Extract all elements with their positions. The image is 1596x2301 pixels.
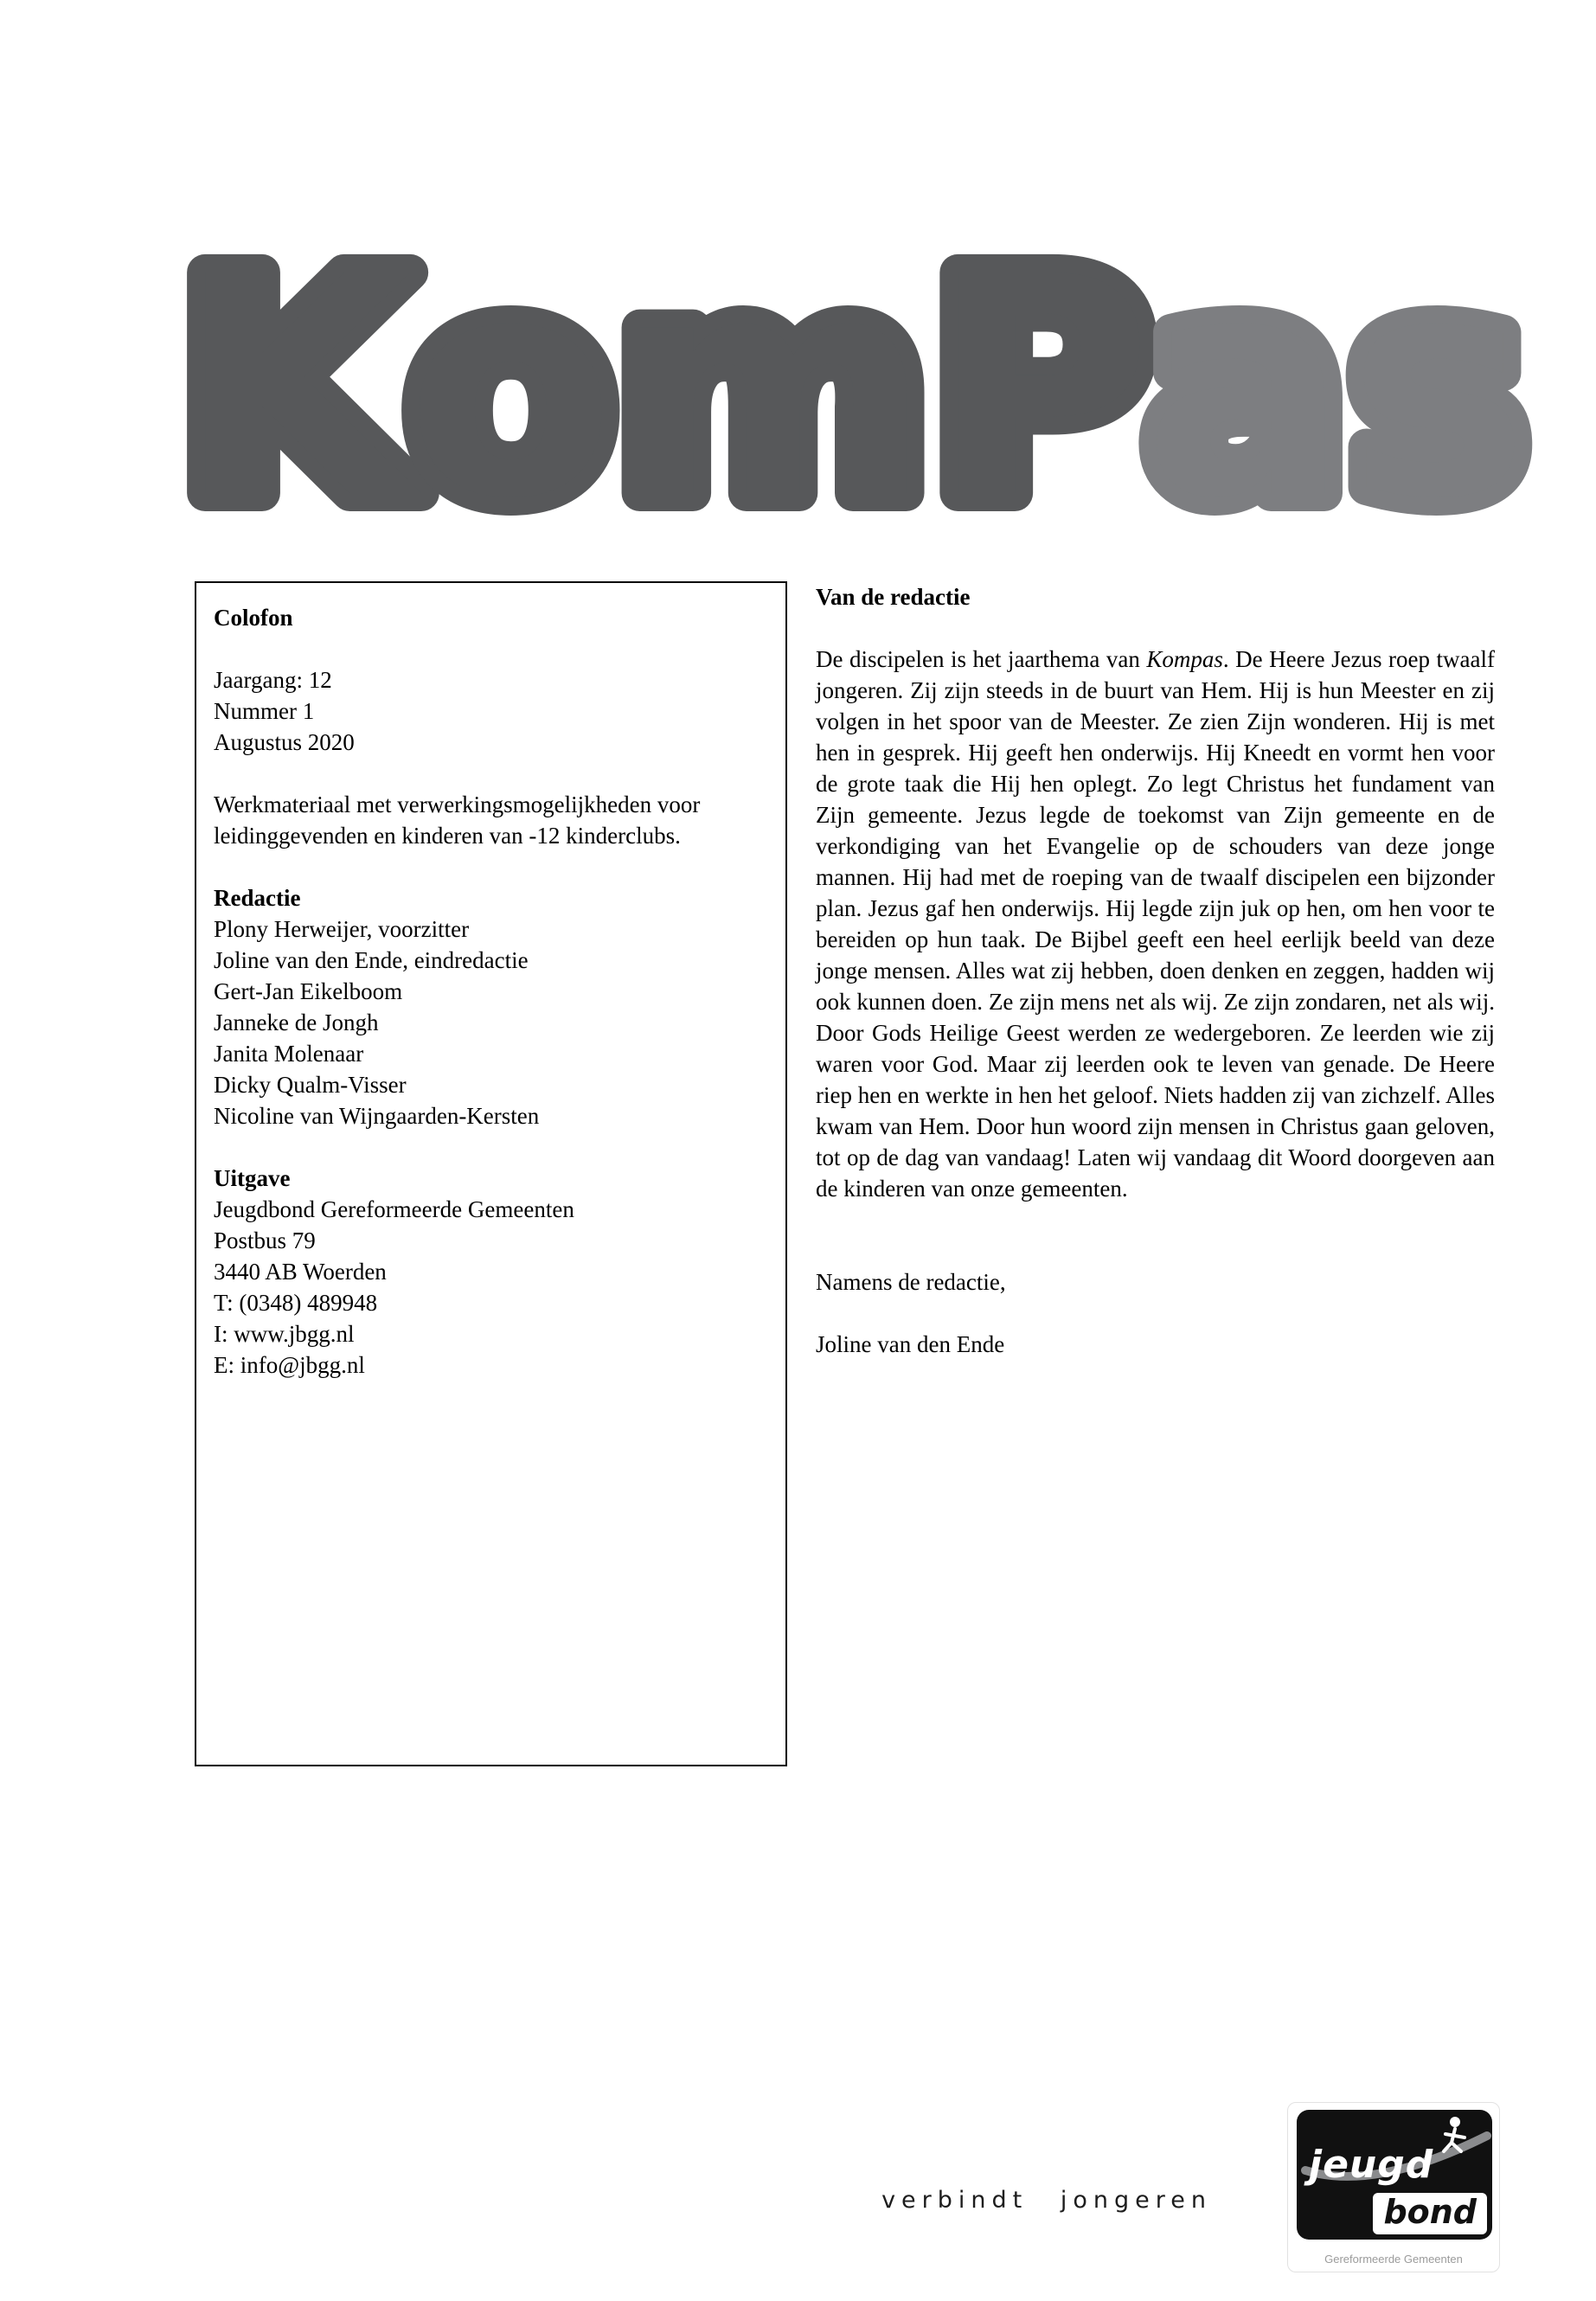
uitgave-line-postbus: Postbus 79 — [214, 1227, 316, 1253]
issue-line-nummer: Nummer 1 — [214, 698, 315, 724]
redactie-member: Janita Molenaar — [214, 1041, 364, 1067]
bond-text-label: bond — [1383, 2193, 1477, 2231]
colofon-title: Colofon — [214, 605, 293, 631]
issue-line-maand: Augustus 2020 — [214, 729, 355, 755]
kompas-logo — [164, 130, 1583, 562]
bond-text — [1373, 2193, 1487, 2234]
redactie-closing: Namens de redactie, — [816, 1269, 1006, 1295]
redactie-member: Gert-Jan Eikelboom — [214, 978, 403, 1004]
van-de-redactie-title: Van de redactie — [816, 584, 971, 610]
jeugdbond-logo-mark — [1297, 2110, 1492, 2240]
jeugdbond-logo — [1287, 2102, 1500, 2272]
uitgave-title: Uitgave — [214, 1165, 291, 1191]
uitgave-line-plaats: 3440 AB Woerden — [214, 1259, 387, 1285]
uitgave-line-telefoon: T: (0348) 489948 — [214, 1290, 378, 1316]
redactie-member: Joline van den Ende, eindredactie — [214, 947, 529, 973]
redactie-body-kompas-italic: Kompas — [1146, 646, 1223, 672]
jeugdbond-subtitle: Gereformeerde Gemeenten — [1324, 2253, 1463, 2266]
redactie-member: Plony Herweijer, voorzitter — [214, 916, 470, 942]
kompas-logo-graphic — [164, 130, 1583, 562]
redactie-title: Redactie — [214, 885, 301, 911]
redactie-body-prefix: De discipelen is het jaarthema van — [816, 646, 1147, 672]
redactie-member: Janneke de Jongh — [214, 1009, 379, 1035]
uitgave-line-website: I: www.jbgg.nl — [214, 1321, 355, 1347]
redactie-member: Nicoline van Wijngaarden-Kersten — [214, 1103, 540, 1129]
uitgave-line-organisatie: Jeugdbond Gereformeerde Gemeenten — [214, 1196, 574, 1222]
redactie-body — [816, 644, 1495, 1204]
logo-text-dark: KomP — [177, 212, 1144, 562]
colofon-box — [195, 581, 787, 1766]
logo-text-light: as — [1144, 212, 1529, 562]
redactie-signature: Joline van den Ende — [816, 1331, 1005, 1357]
colofon-description: Werkmateriaal met verwerkingsmogelijkheden voor leidinggevenden en kinderen van -12 kinderclubs. — [214, 792, 701, 849]
issue-line-jaargang: Jaargang: 12 — [214, 667, 332, 693]
van-de-redactie-section — [816, 581, 1495, 1360]
tagline: verbindt jongeren — [881, 2187, 1212, 2214]
redactie-body-rest: . De Heere Jezus roep twaalf jongeren. Zij zijn steeds in de buurt van Hem. Hij is hun Meester en zij volgen in het spoor van de Meester. Ze zien Zijn wonderen. Hij is met hen in gesprek. Hij geeft hen onderwijs. Hij Kneedt en vormt hen voor de grote taak die Hij hen oplegt. Zo legt Christus het fundament van Zijn gemeente. Jezus legde de toekomst van Zijn gemeente en de verkondiging van het Evangelie op de schouders van deze jonge mannen. Hij had met de roeping van de twaalf discipelen een bijzonder plan. Jezus gaf hen onderwijs. Hij legde zijn juk op hen, om hen voor te bereiden op hun taak. De Bijbel geeft een heel eerlijk beeld van deze jonge mensen. Alles wat zij hebben, doen denken en zeggen, hadden wij ook kunnen doen. Ze zijn mens net als wij. Ze zijn zondaren, net als wij. Door Gods Heilige Geest werden ze wedergeboren. Ze leerden wie zij waren voor God. Maar zij leerden ook te leven van genade. De Heere riep hen en werkte in hen het geloof. Niets hadden zij van zichzelf. Alles kwam van Hem. Door hun woord zijn mensen in Christus gaan geloven, tot op de dag van vandaag! Laten wij vandaag dit Woord doorgeven aan de kinderen van onze gemeenten. — [816, 646, 1495, 1202]
uitgave-line-email: E: info@jbgg.nl — [214, 1352, 365, 1378]
jeugd-text: jeugd — [1309, 2143, 1434, 2187]
redactie-member: Dicky Qualm-Visser — [214, 1072, 407, 1098]
svg-text:KomPas — [177, 212, 1529, 562]
